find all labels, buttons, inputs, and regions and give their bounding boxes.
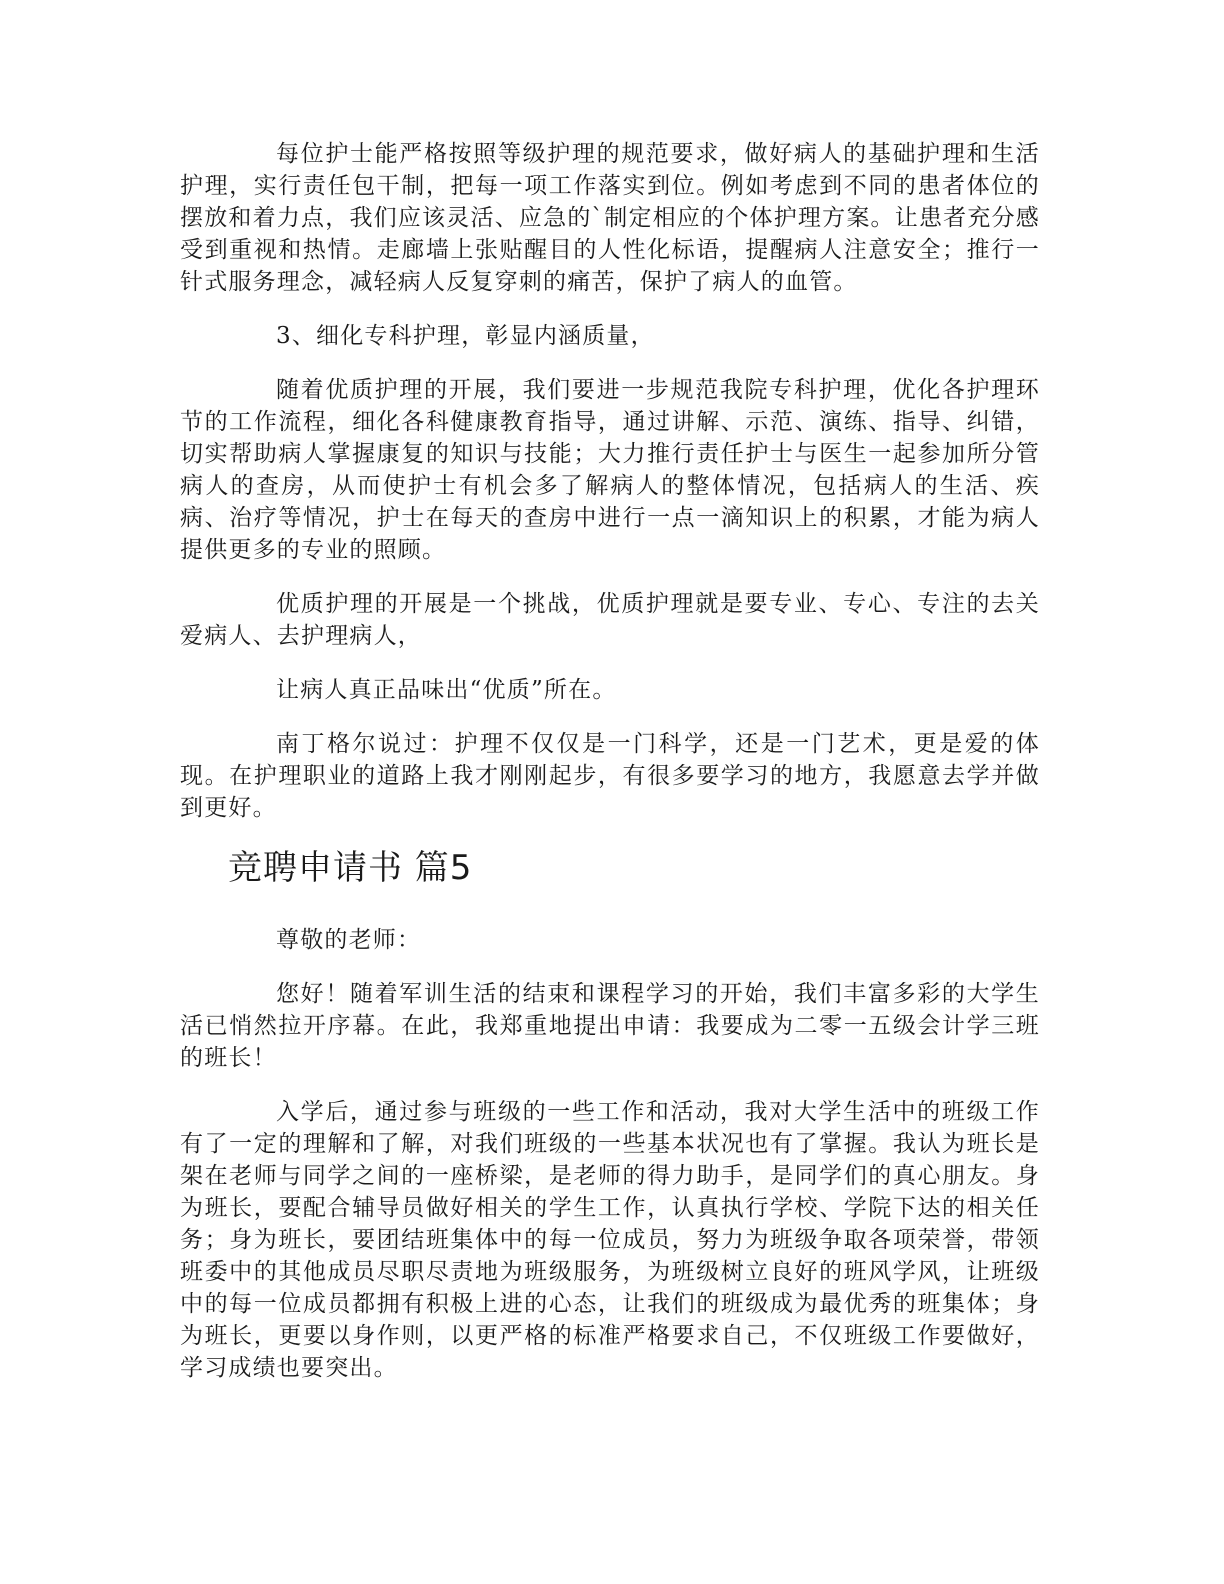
document-page [180, 138, 1040, 1406]
paragraph: 让病人真正品味出“优质”所在。 [276, 677, 617, 703]
paragraph: 南丁格尔说过：护理不仅仅是一门科学，还是一门艺术，更是爱的体现。在护理职业的道路上我才刚刚起步，有很多要学习的地方，我愿意去学并做到更好。 [180, 731, 1040, 821]
paragraph: 优质护理的开展是一个挑战，优质护理就是要专业、专心、专注的去关爱病人、去护理病人， [180, 591, 1040, 649]
section-heading: 竞聘申请书 篇5 [228, 848, 473, 888]
salutation: 尊敬的老师： [276, 927, 422, 953]
section-subheading: 3、细化专科护理，彰显内涵质量， [276, 323, 655, 349]
paragraph: 每位护士能严格按照等级护理的规范要求，做好病人的基础护理和生活护理，实行责任包干制，把每一项工作落实到位。例如考虑到不同的患者体位的摆放和着力点，我们应该灵活、应急的`制定相应的个体护理方案。让患者充分感受到重视和热情。走廊墙上张贴醒目的人性化标语，提醒病人注意安全；推行一针式服务理念，减轻病人反复穿刺的痛苦，保护了病人的血管。 [180, 141, 1040, 295]
paragraph: 您好！随着军训生活的结束和课程学习的开始，我们丰富多彩的大学生活已悄然拉开序幕。在此，我郑重地提出申请：我要成为二零一五级会计学三班的班长！ [180, 981, 1040, 1071]
paragraph: 入学后，通过参与班级的一些工作和活动，我对大学生活中的班级工作有了一定的理解和了解，对我们班级的一些基本状况也有了掌握。我认为班长是架在老师与同学之间的一座桥梁，是老师的得力助手，是同学们的真心朋友。身为班长，要配合辅导员做好相关的学生工作，认真执行学校、学院下达的相关任务；身为班长，要团结班集体中的每一位成员，努力为班级争取各项荣誉，带领班委中的其他成员尽职尽责地为班级服务，为班级树立良好的班风学风，让班级中的每一位成员都拥有积极上进的心态，让我们的班级成为最优秀的班集体；身为班长，更要以身作则，以更严格的标准严格要求自己，不仅班级工作要做好，学习成绩也要突出。 [180, 1099, 1040, 1381]
paragraph: 随着优质护理的开展，我们要进一步规范我院专科护理，优化各护理环节的工作流程，细化各科健康教育指导，通过讲解、示范、演练、指导、纠错，切实帮助病人掌握康复的知识与技能；大力推行责任护士与医生一起参加所分管病人的查房，从而使护士有机会多了解病人的整体情况，包括病人的生活、疾病、治疗等情况，护士在每天的查房中进行一点一滴知识上的积累，才能为病人提供更多的专业的照顾。 [180, 377, 1040, 563]
